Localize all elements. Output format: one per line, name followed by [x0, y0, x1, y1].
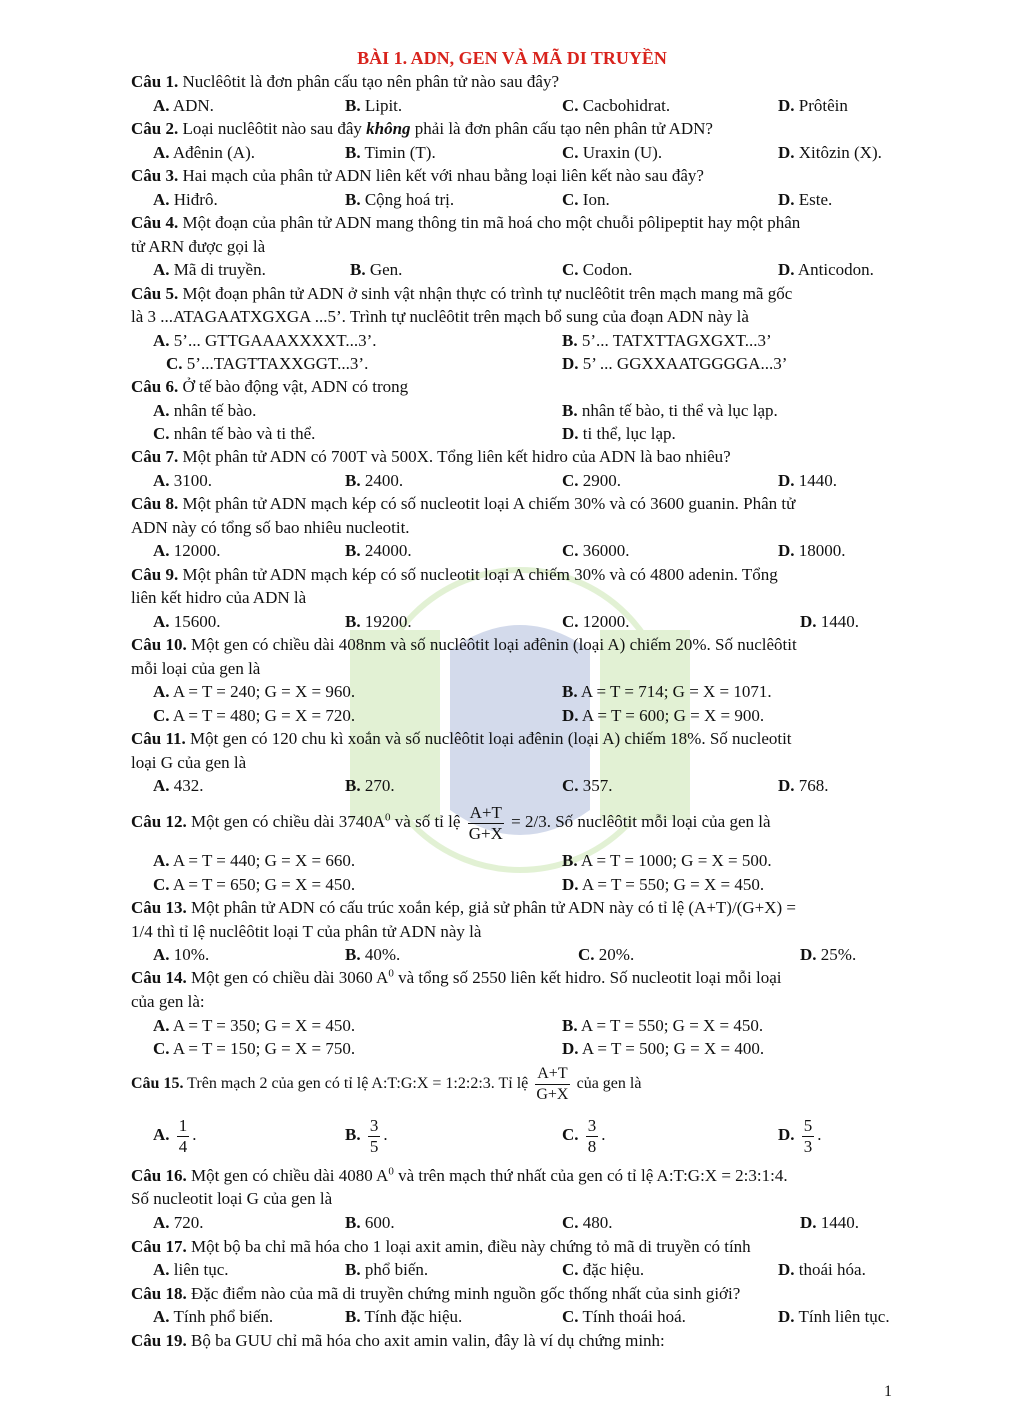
q8-option-d: D. 18000. — [778, 541, 846, 560]
q17-option-d: D. thoái hóa. — [778, 1260, 866, 1279]
question-10-cont: mỗi loại của gen là — [131, 659, 261, 678]
q15-option-c: C. $\frac{3}{8}$ . — [562, 1115, 606, 1156]
q6-option-a: A. nhân tế bào. — [153, 401, 257, 420]
q13-option-a: A. 10%. — [153, 945, 210, 964]
q8-option-b: B. 24000. — [345, 541, 412, 560]
page-title: BÀI 1. ADN, GEN VÀ MÃ DI TRUYỀN — [357, 48, 667, 68]
question-11: Câu 11. Một gen có 120 chu kì xoắn và số nuclêôtit loại ađênin (loại A) chiếm 18%. Số nucleotit — [131, 729, 792, 748]
q11-option-d: D. 768. — [778, 776, 829, 795]
q14-option-b: B. A = T = 550; G = X = 450. — [562, 1016, 764, 1035]
q10-option-a: A. A = T = 240; G = X = 960. — [153, 682, 356, 701]
question-12: Câu 12. Một gen có chiều dài $3740A^0$ và số tỉ lệ $\frac{A+T}{G+X}$ = 2/3. Số nuclêôtit mỗi loại của gen là — [131, 802, 771, 843]
q14-option-c: C. A = T = 150; G = X = 750. — [153, 1039, 356, 1058]
question-16: Câu 16. Một gen có chiều dài 4080 $A^0$ và trên mạch thứ nhất của gen có tỉ lệ A:T:G:X = 2:3:1:4. — [131, 1165, 788, 1185]
q16-option-a: A. 720. — [153, 1213, 204, 1232]
q4-option-b: B. Gen. — [350, 260, 403, 279]
q11-option-a: A. 432. — [153, 776, 204, 795]
q7-option-c: C. 2900. — [562, 471, 622, 490]
q5-option-d: D. 5’ ... GGXXAATGGGGA...3’ — [562, 354, 788, 373]
question-10: Câu 10. Một gen có chiều dài 408nm và số nuclêôtit loại ađênin (loại A) chiếm 20%. Số nuclêôtit — [131, 635, 797, 654]
q8-option-c: C. 36000. — [562, 541, 630, 560]
q14-option-a: A. A = T = 350; G = X = 450. — [153, 1016, 356, 1035]
q10-option-b: B. A = T = 714; G = X = 1071. — [562, 682, 772, 701]
question-4-cont: tử ARN được gọi là — [131, 237, 266, 256]
q4-option-a: A. Mã di truyền. — [153, 260, 266, 279]
q15-option-d: D. $\frac{5}{3}$ . — [778, 1115, 822, 1156]
q3-option-c: C. Ion. — [562, 190, 610, 209]
question-5: Câu 5. Một đoạn phân tử ADN ở sinh vật nhận thực có trình tự nuclêôtit trên mạch mang mã gốc — [131, 284, 793, 303]
q16-option-d: D. 1440. — [800, 1213, 860, 1232]
q13-option-d: D. 25%. — [800, 945, 857, 964]
q7-option-d: D. 1440. — [778, 471, 838, 490]
q9-option-a: A. 15600. — [153, 612, 221, 631]
question-5-cont: là 3 ...ATAGAATXGXGA ...5’. Trình tự nuclêôtit trên mạch bổ sung của đoạn ADN này là — [131, 307, 749, 326]
q17-option-b: B. phổ biến. — [345, 1260, 429, 1279]
question-14: Câu 14. Một gen có chiều dài 3060 $A^0$ và tổng số 2550 liên kết hidro. Số nucleotit loại mỗi loại — [131, 967, 782, 987]
q6-option-c: C. nhân tế bào và ti thể. — [153, 424, 316, 443]
q17-option-c: C. đặc hiệu. — [562, 1260, 645, 1279]
question-9-cont: liên kết hidro của ADN là — [131, 588, 307, 607]
q14-option-d: D. A = T = 500; G = X = 400. — [562, 1039, 765, 1058]
q16-option-c: C. 480. — [562, 1213, 613, 1232]
question-8: Câu 8. Một phân tử ADN mạch kép có số nucleotit loại A chiếm 30% và có 3600 guanin. Phân tử — [131, 494, 796, 513]
q1-option-c: C. Cacbohidrat. — [562, 96, 671, 115]
question-7: Câu 7. Một phân tử ADN có 700T và 500X. Tổng liên kết hidro của ADN là bao nhiêu? — [131, 447, 731, 466]
q18-option-b: B. Tính đặc hiệu. — [345, 1307, 463, 1326]
q15-option-b: B. $\frac{3}{5}$ . — [345, 1115, 388, 1156]
question-11-cont: loại G của gen là — [131, 753, 247, 772]
q12-option-c: C. A = T = 650; G = X = 450. — [153, 875, 356, 894]
q6-option-d: D. ti thể, lục lạp. — [562, 424, 676, 443]
question-16-cont: Số nucleotit loại G của gen là — [131, 1189, 333, 1208]
q3-option-d: D. Este. — [778, 190, 833, 209]
q10-option-c: C. A = T = 480; G = X = 720. — [153, 706, 356, 725]
question-9: Câu 9. Một phân tử ADN mạch kép có số nucleotit loại A chiếm 30% và có 4800 adenin. Tổng — [131, 565, 778, 584]
question-8-cont: ADN này có tổng số bao nhiêu nucleotit. — [131, 518, 410, 537]
q11-option-c: C. 357. — [562, 776, 613, 795]
q12-fraction: $\frac{A+T}{G+X}$ — [468, 802, 503, 843]
q3-option-a: A. Hiđrô. — [153, 190, 218, 209]
q15-fraction: $\frac{A+T}{G+X}$ — [536, 1065, 569, 1103]
q5-option-c: C. 5’...TAGTTAXXGGT...3’. — [166, 354, 369, 373]
question-14-cont: của gen là: — [131, 992, 205, 1011]
q1-option-d: D. Prôtêin — [778, 96, 848, 115]
q1-option-a: A. ADN. — [153, 96, 214, 115]
q13-option-b: B. 40%. — [345, 945, 401, 964]
q18-option-a: A. Tính phổ biến. — [153, 1307, 274, 1326]
q9-option-c: C. 12000. — [562, 612, 630, 631]
q2-option-c: C. Uraxin (U). — [562, 143, 663, 162]
q18-option-d: D. Tính liên tục. — [778, 1307, 890, 1326]
q1-option-b: B. Lipit. — [345, 96, 403, 115]
q8-option-a: A. 12000. — [153, 541, 221, 560]
q13-option-c: C. 20%. — [578, 945, 635, 964]
q6-option-b: B. nhân tế bào, ti thể và lục lạp. — [562, 401, 778, 420]
q2-option-a: A. Ađênin (A). — [153, 143, 255, 162]
q12-option-b: B. A = T = 1000; G = X = 500. — [562, 851, 772, 870]
q5-option-b: B. 5’... TATXTTAGXGXT...3’ — [562, 331, 772, 350]
question-4: Câu 4. Một đoạn của phân tử ADN mang thông tin mã hoá cho một chuỗi pôlipeptit hay một phân — [131, 213, 801, 232]
question-19: Câu 19. Bộ ba GUU chỉ mã hóa cho axit amin valin, đây là ví dụ chứng minh: — [131, 1331, 665, 1350]
q9-option-b: B. 19200. — [345, 612, 412, 631]
question-18: Câu 18. Đặc điểm nào của mã di truyền chứng minh nguồn gốc thống nhất của sinh giới? — [131, 1284, 741, 1303]
question-3: Câu 3. Hai mạch của phân tử ADN liên kết với nhau bằng loại liên kết nào sau đây? — [131, 166, 704, 185]
q3-option-b: B. Cộng hoá trị. — [345, 190, 455, 209]
q2-option-d: D. Xitôzin (X). — [778, 143, 882, 162]
q2-option-b: B. Timin (T). — [345, 143, 436, 162]
q15-option-a: A. $\frac{1}{4}$ . — [153, 1115, 197, 1156]
q5-option-a: A. 5’... GTTGAAAXXXXT...3’. — [153, 331, 377, 350]
q18-option-c: C. Tính thoái hoá. — [562, 1307, 686, 1326]
q11-option-b: B. 270. — [345, 776, 395, 795]
question-15: Câu 15. Trên mạch 2 của gen có tỉ lệ A:T:G:X = 1:2:2:3. Tỉ lệ $\frac{A+T}{G+X}$ của gen là — [131, 1065, 642, 1103]
q7-option-b: B. 2400. — [345, 471, 404, 490]
q9-option-d: D. 1440. — [800, 612, 860, 631]
q10-option-d: D. A = T = 600; G = X = 900. — [562, 706, 765, 725]
q12-option-a: A. A = T = 440; G = X = 660. — [153, 851, 356, 870]
question-6: Câu 6. Ở tế bào động vật, ADN có trong — [131, 377, 409, 396]
q7-option-a: A. 3100. — [153, 471, 213, 490]
q12-option-d: D. A = T = 550; G = X = 450. — [562, 875, 765, 894]
q17-option-a: A. liên tục. — [153, 1260, 229, 1279]
q4-option-d: D. Anticodon. — [778, 260, 874, 279]
question-17: Câu 17. Một bộ ba chỉ mã hóa cho 1 loại axit amin, điều này chứng tỏ mã di truyền có tính — [131, 1237, 751, 1256]
question-1: Câu 1. Nuclêôtit là đơn phân cấu tạo nên phân tử nào sau đây? — [131, 72, 559, 91]
question-2: Câu 2. Loại nuclêôtit nào sau đây không phải là đơn phân cấu tạo nên phân tử ADN? — [131, 119, 713, 138]
question-13-cont: 1/4 thì tỉ lệ nuclêôtit loại T của phân tử ADN này là — [131, 922, 482, 941]
question-13: Câu 13. Một phân tử ADN có cấu trúc xoắn kép, giả sử phân tử ADN này có tỉ lệ (A+T)/(G+X) = — [131, 898, 796, 917]
page-number: 1 — [884, 1383, 892, 1400]
q16-option-b: B. 600. — [345, 1213, 395, 1232]
q4-option-c: C. Codon. — [562, 260, 633, 279]
